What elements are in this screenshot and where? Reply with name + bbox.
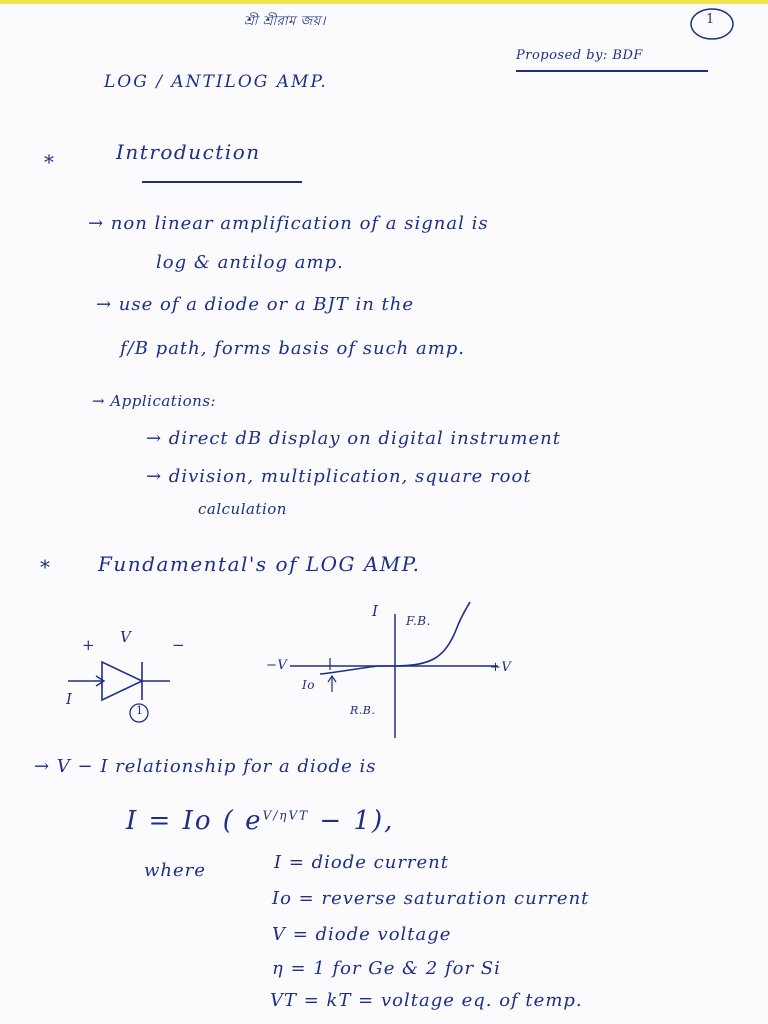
diode-v-label: V <box>120 628 132 646</box>
intro-line-3: → use of a diode or a BJT in the <box>96 294 415 315</box>
diode-i-label: I <box>66 690 73 708</box>
intro-heading-underline <box>142 181 302 183</box>
graph-pos-v-label: +V <box>490 660 512 675</box>
diode-symbol <box>56 650 176 720</box>
definition-current: I = diode current <box>274 852 450 873</box>
intro-bullet: * <box>44 150 56 174</box>
graph-io-label: Io <box>302 678 315 692</box>
graph-i-axis-label: I <box>372 602 379 620</box>
definition-eta: η = 1 for Ge & 2 for Si <box>272 958 501 979</box>
fundamentals-bullet: * <box>40 555 52 579</box>
prepared-by: Proposed by: BDF <box>516 48 643 63</box>
application-2: → division, multiplication, square root <box>146 466 532 487</box>
where-label: where <box>144 860 206 881</box>
definition-saturation-current: Io = reverse saturation current <box>272 888 590 909</box>
prepared-by-underline <box>516 70 708 72</box>
applications-label: → Applications: <box>92 392 217 410</box>
invocation-text: শ্রী শ্রীরাম জয়। <box>244 14 326 29</box>
fundamentals-heading: Fundamental's of LOG AMP. <box>98 552 421 576</box>
equation-exponent: V/ηVT <box>262 808 310 823</box>
page-number: 1 <box>706 12 715 27</box>
definition-voltage: V = diode voltage <box>272 924 452 945</box>
page-topic: LOG / ANTILOG AMP. <box>104 72 328 92</box>
diode-equation <box>126 806 394 836</box>
application-2-continued: calculation <box>198 500 287 518</box>
intro-heading: Introduction <box>116 140 261 164</box>
diode-minus: − <box>172 636 186 654</box>
top-edge-highlight <box>0 0 768 4</box>
diode-plus: + <box>82 636 96 654</box>
relationship-text: → V − I relationship for a diode is <box>34 756 377 777</box>
vi-characteristic-graph <box>270 600 510 740</box>
graph-forward-bias-label: F.B. <box>406 614 431 628</box>
definition-vt: VT = kT = voltage eq. of temp. <box>270 990 583 1011</box>
equation-main: I = Io ( e <box>126 806 263 836</box>
diode-figure-number: 1 <box>136 704 144 717</box>
graph-neg-v-label: −V <box>266 658 288 673</box>
intro-line-4: f/B path, forms basis of such amp. <box>120 338 466 359</box>
application-1: → direct dB display on digital instrument <box>146 428 561 449</box>
graph-reverse-bias-label: R.B. <box>350 704 376 717</box>
intro-line-1: → non linear amplification of a signal is <box>88 213 489 234</box>
intro-line-2: log & antilog amp. <box>156 252 344 273</box>
equation-tail: − 1), <box>309 806 395 836</box>
